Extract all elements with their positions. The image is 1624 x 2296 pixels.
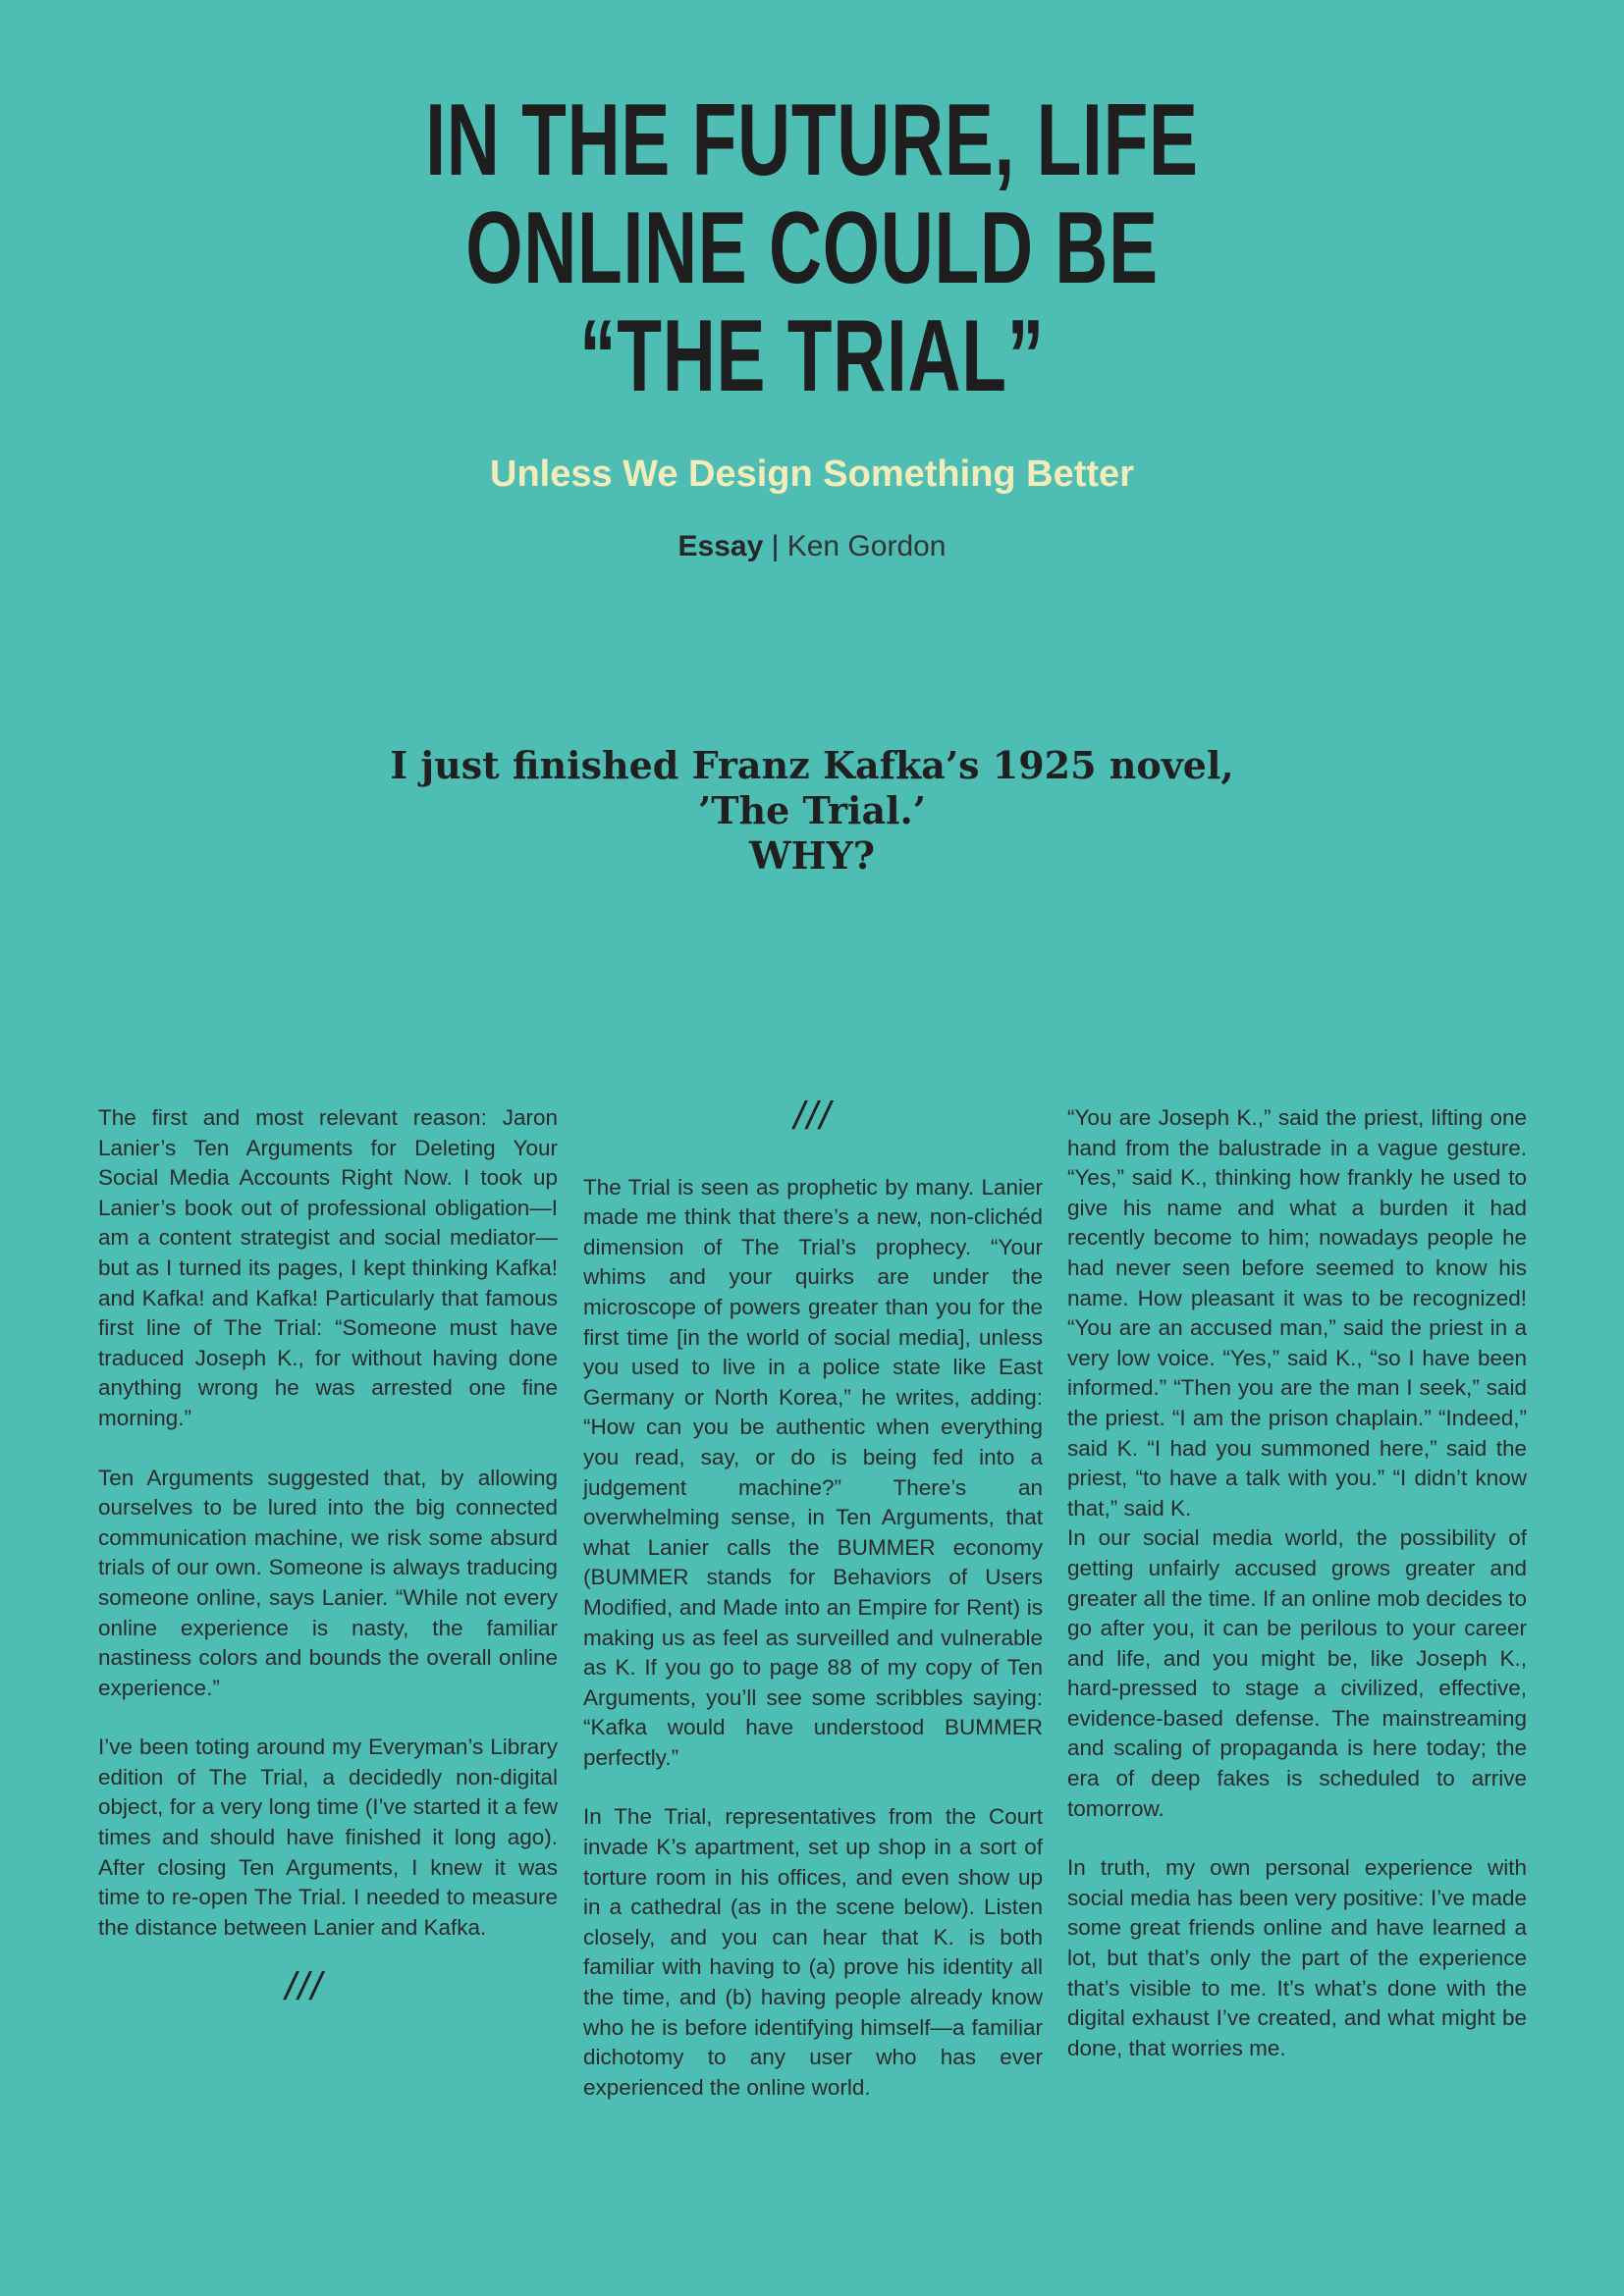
- text-column-1: [98, 1103, 558, 2009]
- section-divider: ///: [793, 1095, 833, 1138]
- article-type: Essay: [677, 530, 764, 562]
- paragraph: “You are Joseph K.,” said the priest, lifting one hand from the balustrade in a vague gesture. “Yes,” said K., thinking how frankly he used to give his name and what a burden it had recently become to him; nowadays people he had never seen before seemed to know his name. How pleasant it was to be recognized! “You are an accused man,” said the priest in a very low voice. “Yes,” said K., “so I have been informed.” “Then you are the man I seek,” said the priest. “I am the prison chaplain.” “Indeed,” said K. “I had you summoned here,” said the priest, “to have a talk with you.” “I didn’t know that,” said K.: [1067, 1105, 1527, 1521]
- author-name: Ken Gordon: [786, 530, 947, 562]
- paragraph: In our social media world, the possibility of getting unfairly accused grows greater and greater all the time. If an online mob decides to go after you, it can be perilous to your career and life, and you might be, like Joseph K., hard-pressed to stage a civilized, effective, evidence-based defense. The mainstreaming and scaling of propaganda is here today; the era of deep fakes is scheduled to arrive tomorrow.: [1067, 1525, 1527, 1821]
- title-line-2: ONLINE COULD BE: [465, 191, 1159, 305]
- section-divider: ///: [285, 1965, 324, 2009]
- paragraph: The Trial is seen as prophetic by many. Lanier made me think that there’s a new, non-clichéd dimension of The Trial’s prophecy. “Your whims and your quirks are under the microscope of powers greater than you for the first time [in the world of social media], unless you used to live in a police state like East Germany or North Korea,” he writes, adding: “How can you be authentic when everything you read, say, or do is being fed into a judgement machine?” There’s an overwhelming sense, in Ten Arguments, that what Lanier calls the BUMMER economy (BUMMER stands for Behaviors of Users Modified, and Made into an Empire for Rent) is making us as feel as surveilled and vulnerable as K. If you go to page 88 of my copy of Ten Arguments, you’ll see some scribbles saying: “Kafka would have understood BUMMER perfectly.”: [583, 1174, 1043, 1770]
- article-title: [228, 83, 1397, 413]
- text-column-3: [1067, 1103, 1527, 2093]
- pull-quote: [0, 743, 1624, 879]
- pull-quote-line-2: ’The Trial.’: [697, 788, 927, 832]
- paragraph: In The Trial, representatives from the Court invade K’s apartment, set up shop in a sort of torture room in his offices, and even show up in a cathedral (as in the scene below). Listen closely, and you can hear that K. is both familiar with having to (a) prove his identity all the time, and (b) having people already know who he is before identifying himself—a familiar dichotomy to any user who has ever experienced the online world.: [583, 1804, 1043, 2100]
- paragraph: The first and most relevant reason: Jaron Lanier’s Ten Arguments for Deleting Your Social Media Accounts Right Now. I took up Lanier’s book out of professional obligation—I am a content strategist and social mediator—but as I turned its pages, I kept thinking Kafka! and Kafka! and Kafka! Particularly that famous first line of The Trial: “Someone must have traduced Joseph K., for without having done anything wrong he was arrested one fine morning.”: [98, 1105, 558, 1430]
- text-column-2: [583, 1095, 1043, 2132]
- pull-quote-line-1: I just finished Franz Kafka’s 1925 novel,: [390, 743, 1234, 787]
- byline: [0, 530, 1624, 563]
- title-line-1: IN THE FUTURE, LIFE: [425, 83, 1199, 197]
- article-subtitle: Unless We Design Something Better: [490, 454, 1134, 495]
- paragraph: I’ve been toting around my Everyman’s Library edition of The Trial, a decidedly non-digital object, for a very long time (I’ve started it a few times and should have finished it long ago). After closing Ten Arguments, I knew it was time to re-open The Trial. I needed to measure the distance between Lanier and Kafka.: [98, 1735, 558, 1940]
- byline-separator: |: [763, 530, 787, 562]
- paragraph: Ten Arguments suggested that, by allowing ourselves to be lured into the big connected communication machine, we risk some absurd trials of our own. Someone is always traducing someone online, says Lanier. “While not every online experience is nasty, the familiar nastiness colors and bounds the overall online experience.”: [98, 1465, 558, 1700]
- paragraph: In truth, my own personal experience with social media has been very positive: I’ve made some great friends online and have learned a lot, but that’s only the part of the experience that’s visible to me. It’s what’s done with the digital exhaust I’ve created, and what might be done, that worries me.: [1067, 1855, 1527, 2060]
- title-line-3: “THE TRIAL”: [579, 299, 1045, 413]
- pull-quote-line-3: WHY?: [749, 833, 875, 878]
